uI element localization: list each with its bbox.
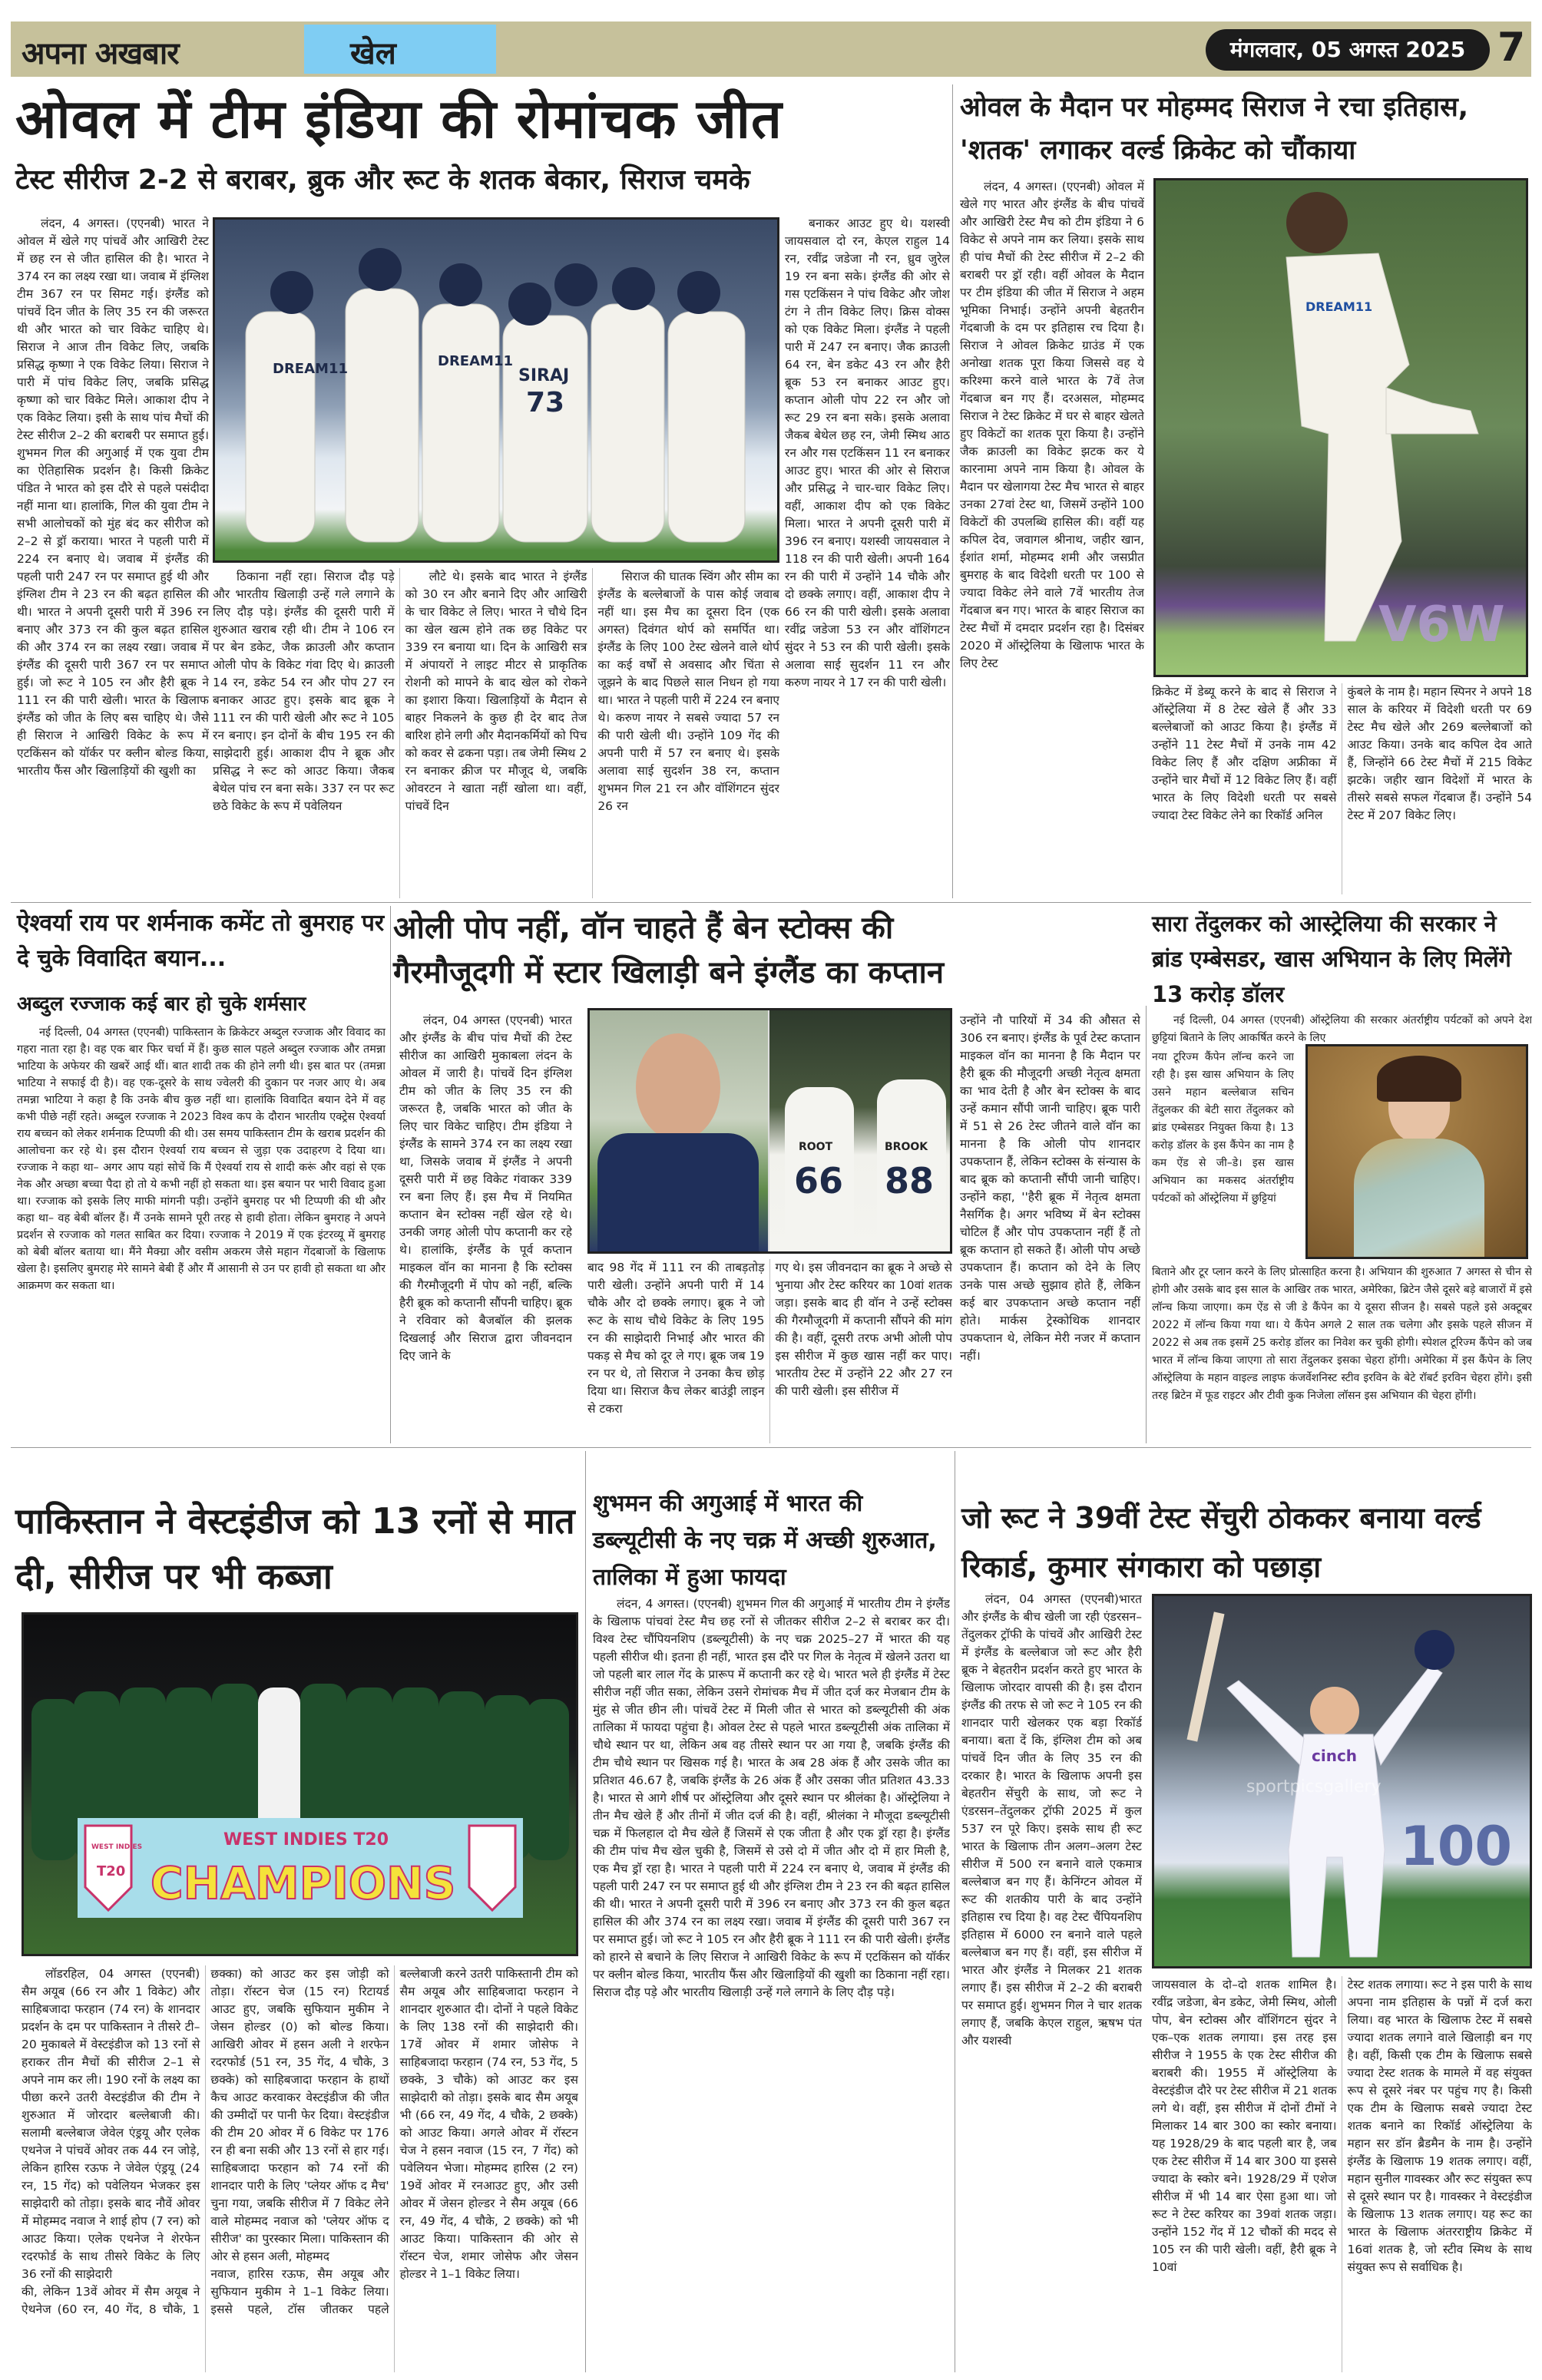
pakistan-story (22, 1965, 578, 2372)
banner-title: WEST INDIES T20 (223, 1830, 389, 1849)
masthead (11, 21, 1531, 77)
pakistan-headline: पाकिस्तान ने वेस्टइंडीज को 13 रनों से मात दी, सीरीज पर भी कब्जा (15, 1500, 575, 1597)
board-text: 100 (1400, 1815, 1513, 1878)
banner-champions: CHAMPIONS (151, 1857, 456, 1909)
joe-root-photo (1152, 1594, 1532, 1968)
jersey-number: 73 (526, 387, 565, 418)
stokes-story-col3: गए थे। इस जीवनदान का ब्रूक ने अच्छे से भुनाया और टेस्ट करियर का 10वां शतक जड़ा। इसके बाद ही वॉन ने उन्हें स्टोक्स की गैरमौजूदगी में कप्तानी सौंपने की मांग की है। वहीं, दूसरी तरफ अभी ओली पोप इस सीरीज में कुछ खास नहीं कर पाए। भारतीय टेस्ट में उन्होंने 22 और 27 रन की पारी खेली। इस सीरीज में (775, 1261, 952, 1398)
jersey-name: SIRAJ (518, 366, 570, 385)
logo-text: T20 (97, 1863, 126, 1879)
razzaq-subheadline: अब्दुल रज्जाक कई बार हो चुके शर्मसार (17, 993, 306, 1016)
razzaq-headline: ऐश्वर्या राय पर शर्मनाक कमेंट तो बुमराह पर दे चुके विवादित बयान... (17, 910, 385, 972)
root-story-col2: जायसवाल के दो–दो शतक शामिल है। रवींद्र जडेजा, बेन डकेट, जेमी स्मिथ, ओली पोप, बेन स्टोक्स और वॉशिंगटन सुंदर ने एक–एक शतक लगाया। इस तरह इस सीरीज ने 1955 के एक टेस्ट सीरीज की बराबरी की। 1955 में ऑस्ट्रेलिया के वेस्टइंडीज दौरे पर टेस्ट सीरीज में 21 शतक लगे थे। वहीं, इस सीरीज में दोनों टीमों ने मिलाकर 14 बार 300 का स्कोर बनाया। यह 1928/29 के बाद पहली बार है, जब एक टेस्ट सीरीज में 14 बार 300 या इससे ज्यादा के स्कोर बने। 1928/29 में एशेज सीरीज में भी 14 बार ऐसा हुआ था। जो रूट ने टेस्ट करियर का 39वां शतक जड़ा। उन्होंने 152 गेंद में 12 चौकों की मदद से 105 रन की पारी खेली। वहीं, हैरी ब्रूक ने 10वां (1152, 1978, 1337, 2274)
sara-story-wrap: नया टूरिज्म कैंपेन लॉन्च करने जा रही है। इस खास अभियान के लिए उसने महान बल्लेबाज सचिन तेंदुलकर की बेटी सारा तेंदुलकर को ब्रांड एम्बेसडर नियुक्त किया है। 13 करोड़ डॉलर के इस कैंपेन का नाम है कम ऐंड से जी–डे। इस खास अभियान का मकसद अंतर्राष्ट्रीय पर्यटकों को ऑस्ट्रेलिया में छुट्टियां (1152, 1051, 1294, 1205)
root-illustration (1154, 1596, 1530, 1966)
bat-icon (1186, 1611, 1224, 1741)
vaughan-photo-half (590, 1010, 768, 1251)
sara-story-lead: नई दिल्ली, 04 अगस्त (एएनबी) ऑस्ट्रेलिया की सरकार अंतर्राष्ट्रीय पर्यटकों को अपने देश छुट्टियां बिताने के लिए आकर्षित करने के लिए (1152, 1014, 1532, 1044)
root-story-cols-2-3 (1152, 1976, 1532, 2372)
siraj-story-col2: क्रिकेट में डेब्यू करने के बाद से सिराज ने ऑस्ट्रेलिया में 8 टेस्ट खेले हैं और 33 बल्लेबाजों को आउट किया है। इंग्लैंड में उन्होंने 11 टेस्ट मैचों में उनके नाम 42 विकेट लिए हैं और दक्षिण अफ्रीका में उन्होंने चार मैचों में 12 विकेट लिए हैं। वहीं भारत के लिए विदेशी धरती पर सबसे ज्यादा टेस्ट विकेट लेने का रिकॉर्ड अनिल (1152, 685, 1337, 822)
jersey-number: 66 (794, 1160, 844, 1202)
lead-subheadline: टेस्ट सीरीज 2-2 से बराबर, ब्रुक और रूट के शतक बेकार, सिराज चमके (15, 164, 750, 196)
section-divider (11, 1447, 1531, 1448)
section-divider (11, 902, 1531, 903)
vaughan-england-photo (587, 1008, 952, 1254)
jersey-number: 88 (885, 1160, 935, 1202)
siraj-story-col1: लंदन, 4 अगस्त। (एएनबी) ओवल में खेले गए भारत और इंग्लैंड के बीच पांचवें और आखिरी टेस्ट मैच को टीम इंडिया ने 6 विकेट से अपने नाम कर लिया। इसके साथ ही पांच मैचों की टेस्ट सीरीज में 2–2 की बराबरी पर ड्रॉ रही। वहीं ओवल के मैदान पर टीम इंडिया की जीत में सिराज ने अहम भूमिका निभाई। उन्होंने अपनी बेहतरीन गेंदबाजी के दम पर इतिहास रच दिया है। सिराज ने ओवल क्रिकेट ग्राउंड में एक अनोखा शतक पूरा किया जिससे वह ये करिश्मा करने वाले भारत के 7वें तेज गेंदबाज बन गए हैं। दरअसल, मोहम्मद सिराज ने टेस्ट क्रिकेट में घर से बाहर खेलते हुए विकेटों का शतक पूरा किया है। उन्होंने जैक क्राउली का विकेट झटक कर ये कारनामा अपने नाम किया है। ओवल के मैदान पर खेलागया टेस्ट मैच भारत से बाहर उनका 27वां टेस्ट था, जिसमें उन्होंने 100 विकेटों की उपलब्धि हासिल की। वहीं यह कपिल देव, जवागल श्रीनाथ, जहीर खान, ईशांत शर्मा, मोहम्मद शमी और जसप्रीत बुमराह के बाद विदेशी धरती पर 100 से ज्यादा विकेट लेने वाले 7वें भारतीय तेज गेंदबाज बन गए। भारत के बाहर सिराज का टेस्ट मैचों में दमदार प्रदर्शन रहा है। दिसंबर 2020 में ऑस्ट्रेलिया के खिलाफ भारत के लिए टेस्ट (960, 180, 1144, 670)
pakistan-story-col3: नवाज, हारिस रऊफ, सैम अयूब और सुफियान मुकीम ने 1–1 विकेट लिया। इससे पहले, टॉस जीतकर पहले बल्लेबाजी करने उतरी पाकिस्तानी टीम को सैम अयूब और साहिबजादा फरहान ने शानदार शुरुआत दी। दोनों ने पहले विकेट के लिए 138 रनों की साझेदारी की। 17वें ओवर में शमार जोसेफ ने साहिबजादा फरहान (74 रन, 53 गेंद, 5 छक्के, 3 चौके) को आउट कर इस साझेदारी को तोड़ा। इसके बाद सैम अयूब भी (66 रन, 49 गेंद, 4 चौके, 2 छक्के) को आउट किया। अगले ओवर में रॉस्टन चेज ने हसन नवाज (15 रन, 7 गेंद) को पवेलियन भेजा। मोहम्मद हारिस (2 रन) 19वें ओवर में रनआउट हुए, और उसी ओवर में जेसन होल्डर ने सैम अयूब (66 रन, 49 गेंद, 4 चौके, 2 छक्के) को भी आउट किया। पाकिस्तान की ओर से रॉस्टन चेज, शमार जोसेफ और जेसन होल्डर ने 1–1 विकेट लिया। (210, 1967, 578, 2316)
column-divider (1146, 1006, 1147, 1443)
pakistan-story-col1: लॉडरहिल, 04 अगस्त (एएनबी) सैम अयूब (66 रन और 1 विकेट) और साहिबजादा फरहान (74 रन) के शानदार प्रदर्शन के दम पर पाकिस्तान ने तीसरे टी–20 मुकाबले में वेस्टइंडीज को 13 रनों से हराकर तीन मैचों की सीरीज 2–1 से अपने नाम कर ली। 190 रनों के लक्ष्य का पीछा करने उतरी वेस्टइंडीज की टीम ने शुरुआत में जोरदार बल्लेबाजी की। सलामी बल्लेबाज जेवेल एंड्रयू और एलेक एथनेज ने पांचवें ओवर तक 44 रन जोड़े, लेकिन हारिस रऊफ ने जेवेल एंड्रयू (24 रन, 15 गेंद) को पवेलियन भेजकर इस साझेदारी को तोड़ा। इसके बाद नौवें ओवर में मोहम्मद नवाज ने शाई होप (7 रन) को आउट किया। एलेक एथनेज ने शेरफेन रदरफोर्ड के साथ तीसरे विकेट के लिए 36 रनों की साझेदारी (22, 1967, 200, 2281)
jersey-text: DREAM11 (273, 361, 348, 377)
lead-headline: ओवल में टीम इंडिया की रोमांचक जीत (15, 88, 783, 150)
siraj-photo (1153, 178, 1528, 677)
section-label-box (304, 25, 496, 74)
newspaper-brand: अपना अखबार (22, 36, 179, 71)
sara-story-body: बिताने और टूर प्लान करने के लिए प्रोत्साहित करना है। अभियान की शुरुआत 7 अगस्त से चीन से होगी और उसके बाद इस साल के आखिर तक भारत, अमेरिका, ब्रिटेन जैसे दूसरे बड़े बाजारों में इसे लॉन्च किया जाएगा। कम ऐंड से जी डे कैंपेन का ये दूसरा सीजन है। सबसे पहले इसे अक्टूबर 2022 में लॉन्च किया गया था। ये कैंपेन अगले 2 साल तक चलेगा और इसके पहले सीजन में 2022 से अब तक इसमें 25 करोड़ डॉलर का निवेश कर चुकी होगी। स्पेशल टूरिज्म कैंपेन को जब भारत में लॉन्च किया जाएगा तो सारा तेंदुलकर इसका चेहरा होंगी। अमेरिका में इस कैंपेन के लिए ऑस्ट्रेलिया के महान वाइल्ड लाइफ कंजर्वेशनिस्ट स्टीव इरविन के बेटे रॉबर्ट इरविन चेहरा होंगे। इसी तरह ब्रिटेन में फूड राइटर और टीवी कुक निजेला लॉसन इस अभियान की चेहरा होंगी। (1152, 1266, 1532, 1402)
jersey-name: ROOT (799, 1141, 833, 1153)
jersey-name: BROOK (885, 1141, 928, 1153)
root-headline: जो रूट ने 39वीं टेस्ट सेंचुरी ठोककर बनाया वर्ल्ड रिकार्ड, कुमार संगकारा को पछाड़ा (961, 1501, 1481, 1584)
issue-date: मंगलवार, 05 अगस्त 2025 (1206, 29, 1490, 71)
page-number: 7 (1497, 25, 1526, 71)
sara-headline: सारा तेंदुलकर को आस्ट्रेलिया की सरकार ने ब्रांड एम्बेसडर, खास अभियान के लिए मिलेंगे 13 करोड़ डॉलर (1152, 911, 1511, 1007)
stokes-story-col2: बाद 98 गेंद में 111 रन की ताबड़तोड़ पारी खेली। उन्होंने अपनी पारी में 14 चौके और दो छक्के लगाए। ब्रूक ने जो रूट के साथ चौथे विकेट के लिए 195 रन की साझेदारी निभाई और भारत की पकड़ से मैच को दूर ले गए। ब्रूक जब 19 रन पर थे, तो सिराज ने उनका कैच छोड़ दिया था। सिराज कैच लेकर बाउंड्री लाइन से टकरा (587, 1261, 765, 1416)
wtc-headline: शुभमन की अगुआई में भारत की डब्ल्यूटीसी के नए चक्र में अच्छी शुरुआत, तालिका में हुआ फायदा (593, 1490, 937, 1591)
column-divider (390, 906, 391, 1443)
razzaq-story: नई दिल्ली, 04 अगस्त (एएनबी) पाकिस्तान के क्रिकेटर अब्दुल रज्जाक और विवाद का गहरा नाता रहा है। वह एक बार फिर चर्चा में हैं। कुछ साल पहले अब्दुल रज्जाक और तमन्ना भाटिया के अफेयर की खबरें आई थीं। बात शादी तक की होने लगी थी। इस बात पर (तमन्ना भाटिया ने सफाई दी है)। वह एक-दूसरे के साथ ज्वेलरी की दुकान पर नजर आए थे। अब तमन्ना भाटिया ने कहा है कि उनके बीच कुछ नहीं था। हालांकि विवादित बयान देने में वह कभी पीछे नहीं रहते। अब्दुल रज्जाक ने 2023 विश्व कप के दौरान भारतीय एक्ट्रेस ऐश्वर्या राय बच्चन को लेकर शर्मनाक टिप्पणी की थी। उस समय पाकिस्तान टीम के खराब प्रदर्शन की आलोचना कर रहे थे। इस दौरान ऐश्वर्या राय बच्चन से जुड़ा एक उदाहरण दे दिया था। रज्जाक ने कहा था– अगर आप यहां सोचें कि मैं ऐश्वर्या राय से शादी करूं और वहां से एक नेक और अच्छा बच्चा पैदा हो तो ये कभी नहीं हो सकता था। इस बयान पर भारी विवाद हुआ था। रज्जाक को इसके लिए माफी मांगनी पड़ी। उन्होंने बुमराह पर भी टिप्पणी की थी और कहा था– वह बेबी बॉलर हैं। मैं उनके सामने पूरी तरह से हावी होता। लेकिन बुमराह ने अपने प्रदर्शन से रज्जाक को गलत साबित कर दिया। रज्जाक ने 2019 में एक इंटरव्यू में बुमराह को बेबी बॉलर बताया था। मैंने मैक्ग्रा और वसीम अकरम जैसे महान गेंदबाजों के खिलाफ खेला है। इसलिए बुमराह मेरे सामने बेबी हैं और मैं आसानी से उन पर हावी हो सकता था और आक्रमण कर सकता था। (17, 1026, 386, 1292)
wtc-story: लंदन, 4 अगस्त। (एएनबी) शुभमन गिल की अगुआई में भारतीय टीम ने इंग्लैंड के खिलाफ पांचवां टेस्ट मैच छह रनों से जीतकर सीरीज 2–2 से बराबर कर दी। विश्व टेस्ट चौंपियनशिप (डब्ल्यूटीसी) के नए चक्र 2025–27 में भारत की यह पहली सीरीज थी। इतना ही नहीं, भारत इस दौरे पर गिल के नेतृत्व में खेलने उतरा था जो पहली बार लाल गेंद के प्रारूप में कप्तानी कर रहे थे। भारत भले ही इंग्लैंड में टेस्ट सीरीज नहीं जीत सका, लेकिन उसने रोमांचक मैच में जीत दर्ज कर मेजबान टीम के मुंह से जीत छीन ली। पांचवें टेस्ट में मिली जीत से भारत को डब्ल्यूटीसी की अंक तालिका में फायदा पहुंचा है। ओवल टेस्ट से पहले भारत डब्ल्यूटीसी अंक तालिका में चौथे स्थान पर था, लेकिन अब वह तीसरे स्थान पर आ गया है, जबकि इंग्लैंड की टीम चौथे स्थान पर खिसक गई है। भारत के अब 28 अंक हैं और उसके जीत का प्रतिशत 46.67 है, जबकि इंग्लैंड के 26 अंक हैं और उसका जीत प्रतिशत 43.33 है। भारत से आगे शीर्ष पर ऑस्ट्रेलिया और दूसरे स्थान पर श्रीलंका है। ऑस्ट्रेलिया ने तीन मैच खेले हैं और तीनों में जीत दर्ज की है। वहीं, श्रीलंका ने मौजूदा डब्ल्यूटीसी चक्र में फिलहाल दो मैच खेले हैं जिसमें से एक जीता है और एक ड्रॉ रहा है। इंग्लैंड की टीम पांच मैच खेल चुकी है, जिसमें से उसे दो में जीत और दो में हार मिली है, एक मैच ड्रॉ रहा है। भारत ने पहली पारी में 224 रन बनाए थे, जवाब में इंग्लैंड की पहली पारी 247 रन पर समाप्त हुई थी और इंग्लिश टीम ने 23 रन की बढ़त हासिल की थी। भारत ने अपनी दूसरी पारी में 396 रन बनाए और 373 रन की कुल बढ़त हासिल की और 374 रन का लक्ष्य रखा। जवाब में इंग्लैंड की दूसरी पारी 367 रन पर समाप्त हुई। जो रूट ने 105 रन और हैरी ब्रूक ने 111 रन की पारी खेली। इंग्लैंड को हारने से बचाने के लिए सिराज ने आखिरी विकेट के रूप में एटकिंसन को यॉर्कर पर क्लीन बोल्ड किया, भारतीय फैंस और खिलाड़ियों की खुशी का ठिकाना नहीं रहा। सिराज दौड़ पड़े और भारतीय खिलाड़ी उन्हें गले लगाने के लिए दौड़ पड़े। (593, 1597, 950, 1999)
jersey-text: DREAM11 (1305, 299, 1373, 314)
pakistan-story-col2: की, लेकिन 13वें ओवर में सैम अयूब ने ऐथनेज (60 रन, 40 गेंद, 8 चौके, 1 छक्का) को आउट कर इस जोड़ी को तोड़ा। रॉस्टन चेज (15 रन) रिटायर्ड आउट हुए, जबकि सुफियान मुकीम ने जेसन होल्डर (0) को बोल्ड किया। आखिरी ओवर में हसन अली ने शरफेन रदरफोर्ड (51 रन, 35 गेंद, 4 चौके, 3 छक्के) को साहिबजादा फरहान के हाथों कैच आउट करवाकर वेस्टइंडीज की जीत की उम्मीदों पर पानी फेर दिया। वेस्टइंडीज की टीम 20 ओवर में 6 विकेट पर 176 रन ही बना सकी और 13 रनों से हार गई। साहिबजादा फरहान को 74 रनों की शानदार पारी के लिए 'प्लेयर ऑफ द मैच' चुना गया, जबकि सीरीज में 7 विकेट लेने वाले मोहम्मद नवाज को 'प्लेयर ऑफ द सीरीज' का पुरस्कार मिला। पाकिस्तान की ओर से हसन अली, मोहम्मद (22, 1967, 389, 2316)
logo-text: WEST INDIES (91, 1843, 143, 1851)
jersey-text: DREAM11 (438, 353, 513, 369)
champions-illustration (24, 1615, 576, 1954)
lead-story-col1: लंदन, 4 अगस्त। (एएनबी) भारत ने ओवल में खेले गए पांचवें और आखिरी टेस्ट में छह रन से जीत हासिल की है। भारत ने 374 रन का लक्ष्य रखा था। जवाब में इंग्लिश टीम 367 रन पर सिमट गई। इंग्लैंड को पांचवें दिन जीत के लिए 35 रन की जरूरत थी और भारत को चार विकेट चाहिए थे। सिराज ने आज तीन विकेट लिए, जबकि प्रसिद्ध कृष्णा ने एक विकेट लिया। सिराज ने पारी में पांच विकेट लिए, जबकि प्रसिद्ध कृष्णा को चार विकेट मिले। आकाश दीप ने एक विकेट लिया। इसी के साथ पांच मैचों की टेस्ट सीरीज 2–2 की बराबरी पर समाप्त हुई। शुभमन गिल की अगुआई में एक युवा टीम का ऐतिहासिक प्रदर्शन है। किसी क्रिकेट पंडित ने भारत को इस दौरे से पहले पसंदीदा नहीं माना था। हालांकि, गिल की युवा टीम ने सभी आलोचकों को मुंह बंद कर सीरीज को 2–2 से ड्रॉ कराया। भारत ने पहली पारी में 224 रन बनाए थे। जवाब में इंग्लैंड की पहली पारी 247 रन पर समाप्त हुई थी और इंग्लिश टीम ने 23 रन की बढ़त हासिल की थी। भारत ने अपनी दूसरी पारी में 396 रन बनाए और 373 रन की कुल बढ़त हासिल की और 374 रन का लक्ष्य रखा। जवाब में इंग्लैंड की दूसरी पारी 367 रन पर समाप्त हुई। जो रूट ने 105 रन और हैरी ब्रूक ने 111 रन की पारी खेली। भारत के खिलाफ इंग्लैंड को जीत के लिए बस चाहिए थे। जैसे ही सिराज ने आखिरी विकेट के रूप में एटकिंसन को यॉर्कर पर क्लीन बोल्ड किया, भारतीय फैंस और खिलाड़ियों की खुशी का (17, 217, 209, 778)
siraj-story-cols-2-3 (1152, 683, 1532, 894)
stokes-story-col4: उन्होंने नौ पारियों में 34 की औसत से 306 रन बनाए। इंग्लैंड के पूर्व टेस्ट कप्तान माइकल वॉन का मानना है कि मैदान पर हैरी ब्रूक की मौजूदगी अच्छी नेतृत्व क्षमता का भाव देती है और बेन स्टोक्स के बाद उन्हें कमान सौंपी जानी चाहिए। ब्रूक पारी में 51 से 26 टेस्ट जीतने वाले वॉन का मानना है कि ओली पोप शानदार उपकप्तान हैं, लेकिन स्टोक्स के संन्यास के बाद ब्रूक को कप्तानी सौंपी जानी चाहिए। उन्होंने कहा, ''हैरी ब्रूक में नेतृत्व क्षमता नैसर्गिक है। अगर भविष्य में बेन स्टोक्स चोटिल हैं और पोप उपकप्तान नहीं हैं तो ब्रूक कप्तान हो सकते हैं। ओली पोप अच्छे उपकप्तान हैं। कप्तान को देने के लिए उनके पास अच्छे सुझाव होते हैं, लेकिन कई बार उपकप्तान अच्छे कप्तान नहीं होते। मार्कस ट्रेस्कोथिक शानदार उपकप्तान थे, लेकिन मेरी नजर में कप्तान नहीं। (960, 1013, 1140, 1363)
helmet-icon (1415, 1630, 1454, 1670)
lead-story-col5: बनाकर आउट हुए थे। यशस्वी जायसवाल दो रन, केएल राहुल 14 रन, रवींद्र जडेजा नौ रन, ध्रुव जुरेल 19 रन बना सके। इंग्लैंड की ओर से गस एटकिंसन ने पांच विकेट और जोश टंग ने तीन विकेट लिए। क्रिस वोक्स को एक विकेट मिला। इंग्लैंड ने पहली पारी में 247 रन बनाए। जैक क्राउली 64 रन, बेन डकेट 43 रन और हैरी ब्रूक 53 रन बनाकर आउट हुए। कप्तान ओली पोप 22 रन और जो रूट 29 रन बना सके। इसके अलावा जैकब बेथेल छह रन, जेमी स्मिथ आठ रन और गस एटकिंसन 11 रन बनाकर आउट हुए। भारत की ओर से सिराज और प्रसिद्ध ने चार-चार विकेट लिए। वहीं, आकाश दीप को एक विकेट मिला। भारत ने अपनी दूसरी पारी में 396 रन बनाए। यशस्वी जायसवाल ने 118 रन की पारी खेली। अपनी 164 रन की पारी में उन्होंने 14 चौके और दो छक्के लगाए। वहीं, आकाश दीप ने 66 रन की पारी खेली। इसके अलावा रवींद्र जडेजा 53 रन और वॉशिंगटन सुंदर ने 53 रन की पारी खेली। इसके अलावा साई सुदर्शन 11 रन और करुण नायर ने 17 रन की पारी खेली। (785, 217, 950, 689)
watermark-text: sportpicsgallery (1246, 1777, 1382, 1797)
sponsor-text: cinch (1312, 1747, 1358, 1765)
siraj-story-col3: कुंबले के नाम है। महान स्पिनर ने अपने 18 साल के करियर में विदेशी धरती पर 69 टेस्ट मैच खेले और 269 बल्लेबाजों को आउट किया। उनके बाद कपिल देव आते हैं, जिन्होंने 66 टेस्ट मैचों में 215 विकेट झटके। जहीर खान विदेशों में भारत के तीसरे सबसे सफल गेंदबाज हैं। उन्होंने 54 टेस्ट में 207 विकेट लिए। (1347, 685, 1532, 822)
column-divider (952, 84, 953, 898)
board-text: V6W (1378, 597, 1505, 653)
section-label: खेल (350, 36, 396, 71)
siraj-illustration (1156, 180, 1526, 675)
india-celebration-photo (213, 217, 779, 563)
root-story-col3: टेस्ट शतक लगाया। रूट ने इस पारी के साथ अपना नाम इतिहास के पन्नों में दर्ज करा लिया। वह भारत के खिलाफ टेस्ट में सबसे ज्यादा शतक लगाने वाले खिलाड़ी बन गए है। वहीं, किसी एक टीम के खिलाफ सबसे ज्यादा टेस्ट शतक के मामले में वह संयुक्त रूप से दूसरे नंबर पर पहुंच गए है। किसी एक टीम के खिलाफ सबसे ज्यादा टेस्ट शतक बनाने का रिकॉर्ड ऑस्ट्रेलिया के महान सर डॉन ब्रैडमैन के नाम है। उन्होंने इंग्लैंड के खिलाफ 19 शतक लगाए। वहीं, महान सुनील गावस्कर और रूट संयुक्त रूप से दूसरे स्थान पर है। गावस्कर ने वेस्टइंडीज के खिलाफ 13 शतक लगाए। यह रूट का भारत के खिलाफ अंतरराष्ट्रीय क्रिकेट में 16वां शतक है, जो स्टीव स्मिथ के साथ संयुक्त रूप से सर्वाधिक है। (1347, 1978, 1532, 2274)
sara-tendulkar-photo (1305, 1044, 1528, 1259)
lead-story-col2: ठिकाना नहीं रहा। सिराज दौड़ पड़े और भारतीय खिलाड़ी उन्हें गले लगाने के लिए दौड़ पड़े। इंग्लैंड की दूसरी पारी में शुरुआत खराब रही थी। टीम ने 106 रन पर बेन डकेट, जैक क्राउली और कप्तान ओली पोप के विकेट गंवा दिए थे। क्राउली 14 रन, डकेट 54 रन और पोप 27 रन बनाकर आउट हुए। इसके बाद ब्रूक ने 111 रन की पारी खेली और रूट ने 105 रन बनाए। इन दोनों के बीच 195 रन की साझेदारी हुई। आकाश दीप ने ब्रूक और प्रसिद्ध ने रूट को आउट किया। जैकब बेथेल पांच रन बना सके। 337 रन पर रूट छठे विकेट के रूप में पवेलियन (213, 570, 395, 813)
lead-story-col4: सिराज की घातक स्विंग और सीम का इंग्लैंड के बल्लेबाजों के पास कोई जवाब नहीं था। इस मैच का दूसरा दिन (एक अगस्त) दिवंगत थोर्प को समर्पित था। इंग्लैंड के लिए 100 टेस्ट खेलने वाले थोर्प का कई वर्षों से अवसाद और चिंता से जूझने के बाद पिछले साल निधन हो गया था। भारत ने पहली पारी में 224 रन बनाए थे। करुण नायर ने सबसे ज्यादा 57 रन की पारी खेली थी। उन्होंने 109 गेंद की अपनी पारी में 57 रन बनाए थे। इसके अलावा साई सुदर्शन 38 रन, कप्तान शुभमन गिल 21 रन और वॉशिंगटन सुंदर 26 रन (597, 570, 779, 813)
stokes-headline: ओली पोप नहीं, वॉन चाहते हैं बेन स्टोक्स की गैरमौजूदगी में स्टार खिलाड़ी बने इंग्लैंड का कप्तान (393, 911, 945, 990)
players-illustration (215, 220, 777, 560)
root-story-col1: लंदन, 04 अगस्त (एएनबी)भारत और इंग्लैंड के बीच खेली जा रही एंडरसन–तेंदुलकर ट्रॉफी के पांचवें और आखिरी टेस्ट में इंग्लैंड के बल्लेबाज जो रूट और हैरी ब्रूक ने बेहतरीन प्रदर्शन करते हुए भारत के खिलाफ जोरदार वापसी की है। इस दौरान इंग्लैंड की तरफ से जो रूट ने 105 रन की शानदार पारी खेलकर एक बड़ा रिकॉर्ड बनाया। बता दें कि, इंग्लिश टीम को अब पांचवें दिन जीत के लिए 35 रन की दरकार है। भारत के खिलाफ अपनी इस बेहतरीन सेंचुरी के साथ, जो रूट ने एंडरसन–तेंदुलकर ट्रॉफी 2025 में कुल 537 रन पूरे किए। इसके साथ ही रूट भारत के खिलाफ तीन अलग–अलग टेस्ट सीरीज में 500 रन बनाने वाले एकमात्र बल्लेबाज बन गए हैं। केनिंग्टन ओवल में रूट की शतकीय पारी के बाद उन्होंने इतिहास रच दिया है। वह टेस्ट चैंपियनशिप इतिहास में 6000 रन बनाने वाले पहले बल्लेबाज बन गए हैं। वहीं, इस सीरीज में भारत और इंग्लैंड ने मिलकर 21 शतक लगाए हैं। इस सीरीज में 2–2 की बराबरी पर समाप्त हुई। शुभमन गिल ने चार शतक लगाए हैं, जबकि केएल राहुल, ऋषभ पंत और यशस्वी (961, 1592, 1142, 2048)
england-players-photo-half (769, 1010, 952, 1251)
lead-story-col3: लौटे थे। इसके बाद भारत ने इंग्लैंड को 30 रन और बनाने दिए और आखिरी के चार विकेट ले लिए। भारत ने चौथे दिन का खेल खत्म होने तक छह विकेट पर 339 रन बनाया था। दिन के आखिरी सत्र में अंपायरों ने लाइट मीटर से प्राकृतिक रोशनी को मापने के बाद खेल को रोकने का इशारा किया। खिलाड़ियों के मैदान से बाहर निकलने के कुछ ही देर बाद तेज बारिश होने लगी और मैदानकर्मियों को पिच को कवर से ढकना पड़ा। तब जेमी स्मिथ 2 रन बनाकर क्रीज पर मौजूद थे, जबकि ओवरटन ने खाता नहीं खोला था। वहीं, पांचवें दिन (405, 570, 587, 813)
siraj-headline: ओवल के मैदान पर मोहम्मद सिराज ने रचा इतिहास, 'शतक' लगाकर वर्ल्ड क्रिकेट को चौंकाया (960, 92, 1469, 166)
lead-story-cols-2-4 (213, 568, 779, 898)
stokes-story-col1: लंदन, 04 अगस्त (एएनबी) भारत और इंग्लैंड के बीच पांच मैचों की टेस्ट सीरीज का आखिरी मुकाबला लंदन के ओवल में जारी है। पांचवें दिन इंग्लिश टीम को जीत के लिए 35 रन की जरूरत है, जबकि भारत को जीत के लिए चार विकेट चाहिए। टीम इंडिया ने इंग्लैंड के सामने 374 रन का लक्ष्य रखा था, जिसके जवाब में इंग्लैंड ने अपनी दूसरी पारी में छह विकेट गंवाकर 339 रन बना लिए हैं। इस मैच में नियमित कप्तान बेन स्टोक्स नहीं खेल रहे थे। उनकी जगह ओली पोप कप्तानी कर रहे थे। हालांकि, इंग्लैंड के पूर्व कप्तान माइकल वॉन का मानना है कि स्टोक्स की गैरमौजूदगी में पोप को नहीं, बल्कि हैरी ब्रूक को कप्तानी सौंपनी चाहिए। ब्रूक ने रविवार को बैजबॉल की झलक दिखलाई और सिराज द्वारा जीवनदान दिए जाने के (399, 1013, 572, 1363)
stokes-story-cols-2-3 (587, 1259, 952, 1443)
pakistan-champions-photo (22, 1612, 578, 1956)
column-divider (585, 1451, 586, 2372)
